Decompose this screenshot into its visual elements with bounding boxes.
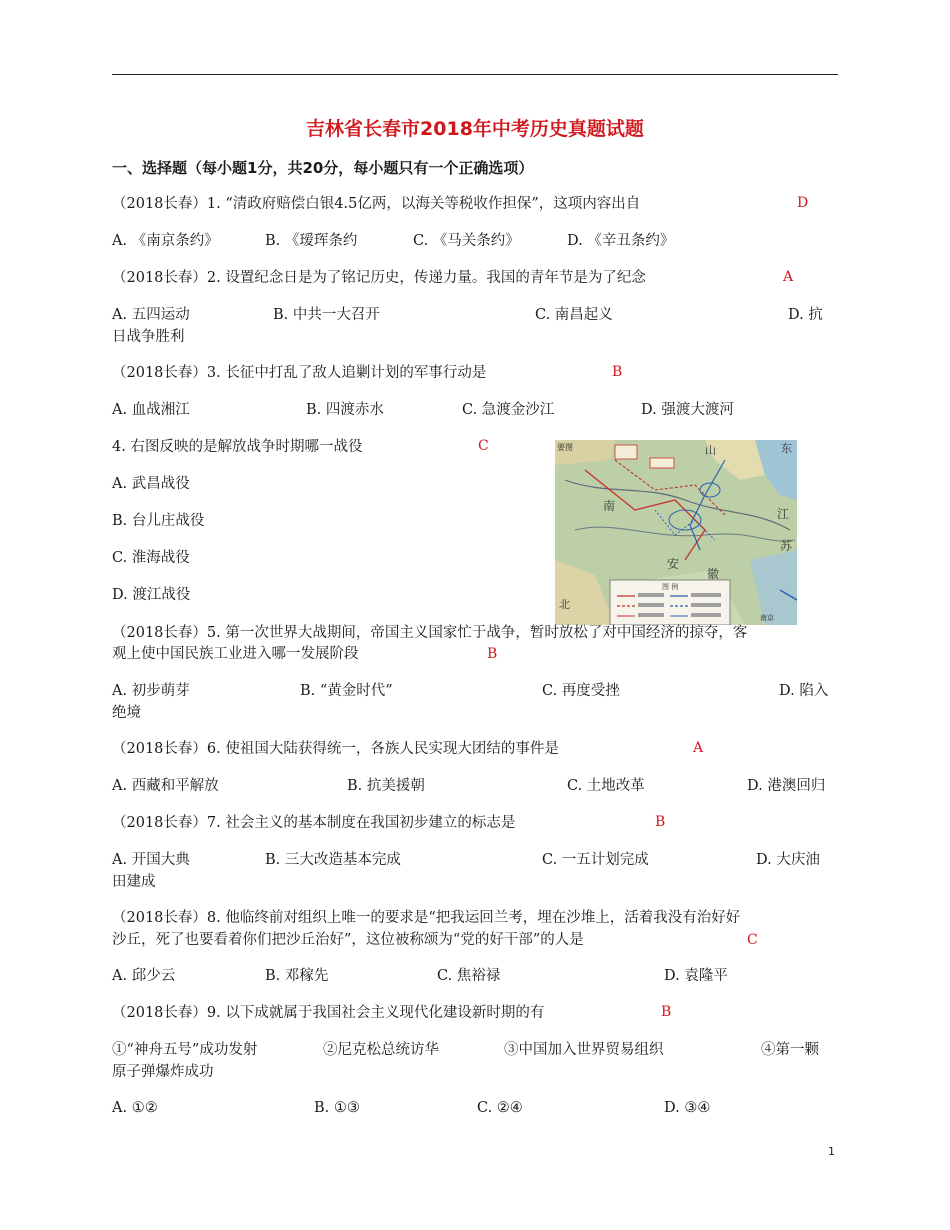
question-3-stem: （2018长春）3. 长征中打乱了敌人追剿计划的军事行动是 — [112, 365, 487, 381]
question-6-stem: （2018长春）6. 使祖国大陆获得统一，各族人民实现大团结的事件是 — [112, 741, 559, 757]
q2-option-d: D. 抗 — [788, 307, 823, 323]
question-9-stem: （2018长春）9. 以下成就属于我国社会主义现代化建设新时期的有 — [112, 1005, 545, 1021]
question-2-stem: （2018长春）2. 设置纪念日是为了铭记历史，传递力量。我国的青年节是为了纪念 — [112, 270, 646, 286]
question-1-stem: （2018长春）1. “清政府赔偿白银4.5亿两，以海关等税收作担保”，这项内容出自 — [112, 196, 641, 212]
question-6-answer: A — [693, 740, 704, 756]
question-5-line-2: 观上使中国民族工业进入哪一发展阶段 — [112, 646, 359, 662]
question-7-answer: B — [655, 814, 666, 830]
map-label-hui: 徽 — [707, 567, 720, 581]
q1-option-d: D. 《辛丑条约》 — [567, 233, 675, 249]
map-label-jiang: 江 — [777, 507, 790, 521]
map-label-nanjing: 南京 — [760, 614, 774, 622]
q4-option-a: A. 武昌战役 — [112, 476, 190, 492]
map-label-su: 苏 — [780, 539, 793, 553]
question-7-stem: （2018长春）7. 社会主义的基本制度在我国初步建立的标志是 — [112, 815, 516, 831]
q9-item-4-cont: 原子弹爆炸成功 — [112, 1064, 214, 1080]
q9-option-a: A. ①② — [112, 1100, 158, 1116]
q8-option-c: C. 焦裕禄 — [437, 968, 501, 984]
question-3-answer: B — [612, 364, 623, 380]
q2-option-c: C. 南昌起义 — [535, 307, 613, 323]
q3-option-d: D. 强渡大渡河 — [641, 402, 734, 418]
q4-option-b: B. 台儿庄战役 — [112, 513, 205, 529]
question-1-answer: D — [797, 195, 809, 211]
question-2-answer: A — [783, 269, 794, 285]
q1-option-c: C. 《马关条约》 — [413, 233, 520, 249]
q9-option-b: B. ①③ — [314, 1100, 360, 1116]
q7-option-d: D. 大庆油 — [756, 852, 820, 868]
question-5-line-1: （2018长春）5. 第一次世界大战期间，帝国主义国家忙于战争，暂时放松了对中国经济的掠夺，客 — [112, 625, 748, 641]
map-label-dong: 东 — [781, 442, 792, 455]
map-label-bei: 北 — [559, 598, 570, 611]
huaihai-campaign-map — [555, 440, 797, 625]
header-rule — [112, 74, 838, 75]
q2-option-b: B. 中共一大召开 — [273, 307, 380, 323]
q5-option-c: C. 再度受挫 — [542, 683, 620, 699]
question-4-stem: 4. 右图反映的是解放战争时期哪一战役 — [112, 439, 363, 455]
q4-option-d: D. 渡江战役 — [112, 587, 191, 603]
q7-option-c: C. 一五计划完成 — [542, 852, 649, 868]
page-number: 1 — [828, 1145, 835, 1158]
q3-option-a: A. 血战湘江 — [112, 402, 190, 418]
q2-option-a: A. 五四运动 — [112, 307, 190, 323]
q8-option-a: A. 邱少云 — [112, 968, 176, 984]
q6-option-d: D. 港澳回归 — [747, 778, 826, 794]
q8-option-b: B. 邓稼先 — [265, 968, 329, 984]
q6-option-a: A. 西藏和平解放 — [112, 778, 219, 794]
q6-option-c: C. 土地改革 — [567, 778, 645, 794]
q9-option-c: C. ②④ — [477, 1100, 523, 1116]
map-legend-title: 图 例 — [662, 583, 679, 591]
q6-option-b: B. 抗美援朝 — [347, 778, 425, 794]
map-label-corner: 要图 — [557, 443, 573, 452]
q8-option-d: D. 袁隆平 — [664, 968, 728, 984]
q5-option-b: B. “黄金时代” — [300, 683, 393, 699]
q3-option-c: C. 急渡金沙江 — [462, 402, 555, 418]
q9-option-d: D. ③④ — [664, 1100, 711, 1116]
q7-option-d-cont: 田建成 — [112, 874, 156, 890]
q5-option-d: D. 陷入 — [779, 683, 829, 699]
q9-item-4: ④第一颗 — [761, 1042, 819, 1058]
q9-item-2: ②尼克松总统访华 — [323, 1042, 439, 1058]
q9-item-1: ①“神舟五号”成功发射 — [112, 1042, 258, 1058]
q3-option-b: B. 四渡赤水 — [306, 402, 384, 418]
map-drawing — [555, 440, 797, 625]
q7-option-b: B. 三大改造基本完成 — [265, 852, 401, 868]
q7-option-a: A. 开国大典 — [112, 852, 190, 868]
question-9-answer: B — [661, 1004, 672, 1020]
question-8-answer: C — [747, 932, 758, 948]
q9-item-3: ③中国加入世界贸易组织 — [504, 1042, 664, 1058]
question-8-line-1: （2018长春）8. 他临终前对组织上唯一的要求是“把我运回兰考，埋在沙堆上，活着我没有治好好 — [112, 910, 741, 926]
question-4-answer: C — [478, 438, 489, 454]
q2-option-d-cont: 日战争胜利 — [112, 329, 185, 345]
q1-option-a: A. 《南京条约》 — [112, 233, 219, 249]
q5-option-a: A. 初步萌芽 — [112, 683, 190, 699]
question-8-line-2: 沙丘，死了也要看着你们把沙丘治好”，这位被称颂为“党的好干部”的人是 — [112, 932, 584, 948]
map-label-nan: 南 — [603, 499, 616, 513]
q5-option-d-cont: 绝境 — [112, 705, 141, 721]
section-heading: 一、选择题（每小题1分，共20分，每小题只有一个正确选项） — [112, 159, 534, 177]
map-label-an: 安 — [667, 557, 680, 571]
map-label-shan: 山 — [705, 444, 716, 457]
q4-option-c: C. 淮海战役 — [112, 550, 190, 566]
q1-option-b: B. 《瑷珲条约 — [265, 233, 358, 249]
question-5-answer: B — [487, 646, 498, 662]
page-title: 吉林省长春市2018年中考历史真题试题 — [306, 118, 644, 140]
